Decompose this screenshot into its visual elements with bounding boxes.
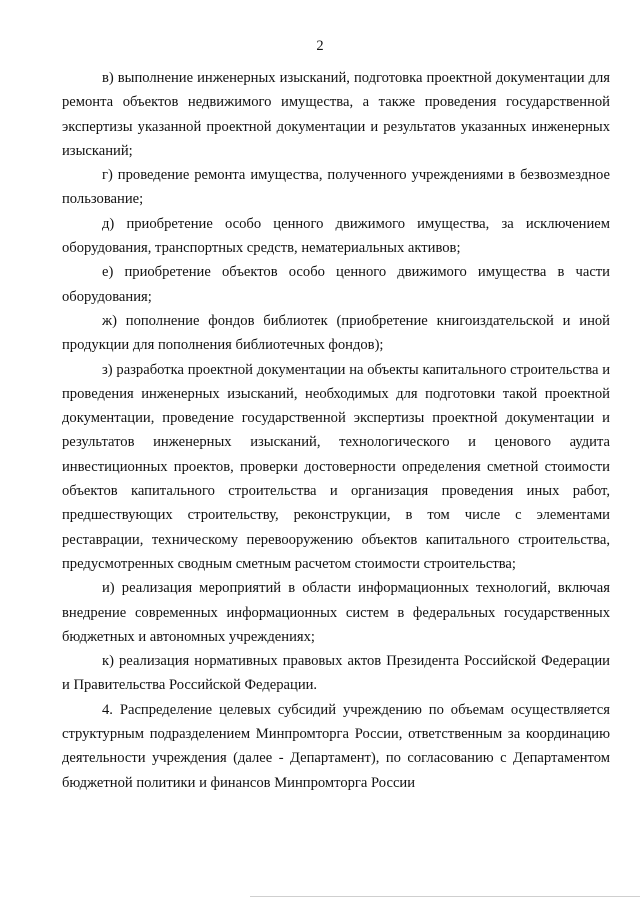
paragraph-z: з) разработка проектной документации на объекты капитального строительства и проведения инженерных изысканий, необходимых для подготовки такой проектной документации, проведение государственной экспертизы проектной документации и результатов инженерных изысканий, технологического и ценового аудита инвестиционных проектов, проверки достоверности определения сметной стоимости объектов капитального строительства и организация проведения иных работ, предшествующих строительству, реконструкции, в том числе с элементами реставрации, техническому перевооружению объектов капитального строительства, предусмотренных сводным сметным расчетом стоимости строительства;: [62, 361, 610, 572]
paragraph-g: г) проведение ремонта имущества, полученного учреждениями в безвозмездное пользование;: [62, 167, 610, 208]
paragraph-e: е) приобретение объектов особо ценного движимого имущества в части оборудования;: [62, 264, 610, 305]
paragraph-k: к) реализация нормативных правовых актов Президента Российской Федерации и Правительства Российской Федерации.: [62, 653, 610, 694]
paragraph-d: д) приобретение особо ценного движимого имущества, за исключением оборудования, транспортных средств, нематериальных активов;: [62, 215, 610, 257]
paragraph-4: 4. Распределение целевых субсидий учреждению по объемам осуществляется структурным подразделением Минпромторга России, ответственным за координацию деятельности учреждения (далее - Департамент), по согласованию с Департаментом бюджетной политики и финансов Минпромторга России: [62, 701, 610, 791]
paragraph-v: в) выполнение инженерных изысканий, подготовка проектной документации для ремонта объектов недвижимого имущества, а также проведения государственной экспертизы указанной проектной документации и результатов указанных инженерных изысканий;: [62, 70, 610, 159]
page-number: 2: [316, 38, 324, 54]
paragraph-i: и) реализация мероприятий в области информационных технологий, включая внедрение современных информационных систем в федеральных государственных бюджетных и автономных учреждениях;: [62, 580, 610, 645]
document-body: [62, 66, 610, 795]
paragraph-zh: ж) пополнение фондов библиотек (приобретение книгоиздательской и иной продукции для пополнения библиотечных фондов);: [62, 312, 610, 354]
scan-edge-line: [250, 896, 640, 897]
